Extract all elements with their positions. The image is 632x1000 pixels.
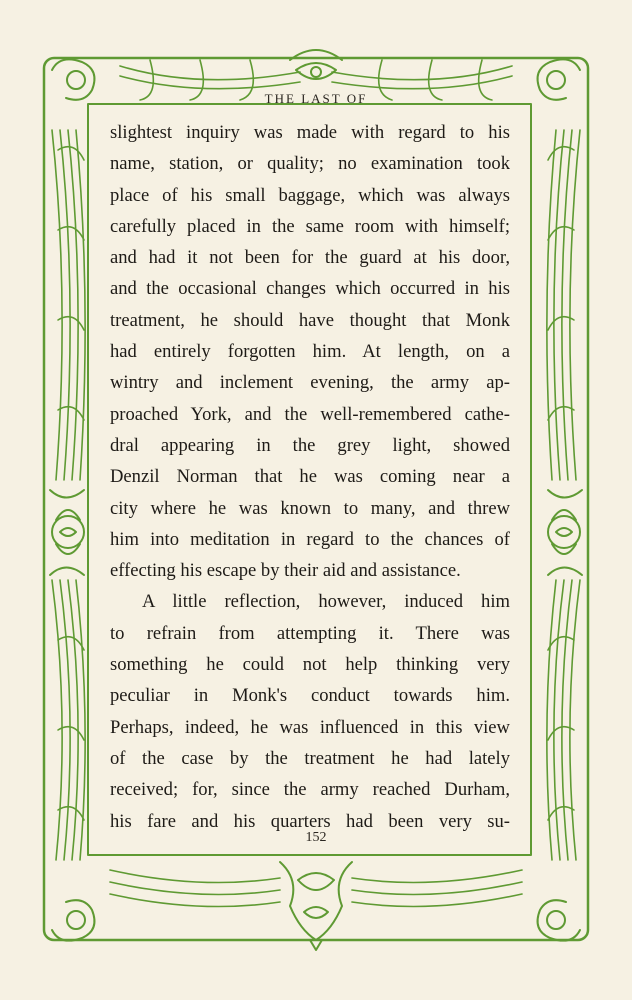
right-flower	[548, 490, 582, 575]
text-line: received; for, since the army reached Durham,	[110, 779, 510, 801]
text-line: and the occasional changes which occurred in his	[110, 278, 510, 300]
text-line: treatment, he should have thought that Monk	[110, 309, 510, 331]
text-line: carefully placed in the same room with himself;	[110, 215, 510, 237]
text-line: something he could not help thinking very	[110, 654, 510, 676]
left-flower	[50, 490, 84, 575]
text-line: had entirely forgotten him. At length, on a	[110, 341, 510, 363]
paragraph-start-line: A little reflection, however, induced him	[142, 591, 510, 613]
bottom-center-ornament	[280, 862, 352, 950]
text-line: Perhaps, indeed, he was influenced in this view	[110, 716, 510, 738]
text-line: him into meditation in regard to the chances of	[110, 528, 510, 550]
text-line: and had it not been for the guard at his door,	[110, 247, 510, 269]
text-line: of the case by the treatment he had lately	[110, 747, 510, 769]
text-line: place of his small baggage, which was always	[110, 184, 510, 206]
text-line: Denzil Norman that he was coming near a	[110, 466, 510, 488]
text-line: effecting his escape by their aid and assistance.	[110, 560, 461, 582]
text-line: proached York, and the well-remembered cathe-	[110, 403, 510, 425]
text-line: dral appearing in the grey light, showed	[110, 434, 510, 456]
running-head: THE LAST OF	[264, 91, 368, 106]
body-text	[110, 117, 510, 837]
text-line: peculiar in Monk's conduct towards him.	[110, 685, 510, 707]
text-line: his fare and his quarters had been very su-	[110, 810, 510, 832]
bottom-foliage	[110, 870, 522, 907]
text-line: to refrain from attempting it. There was	[110, 622, 510, 644]
text-line: name, station, or quality; no examination took	[110, 153, 510, 175]
text-line: wintry and inclement evening, the army ap-	[110, 372, 510, 394]
page-number: 152	[305, 830, 327, 845]
text-line: city where he was known to many, and threw	[110, 497, 510, 519]
text-line: slightest inquiry was made with regard to his	[110, 122, 510, 143]
top-center-ornament	[290, 50, 342, 79]
